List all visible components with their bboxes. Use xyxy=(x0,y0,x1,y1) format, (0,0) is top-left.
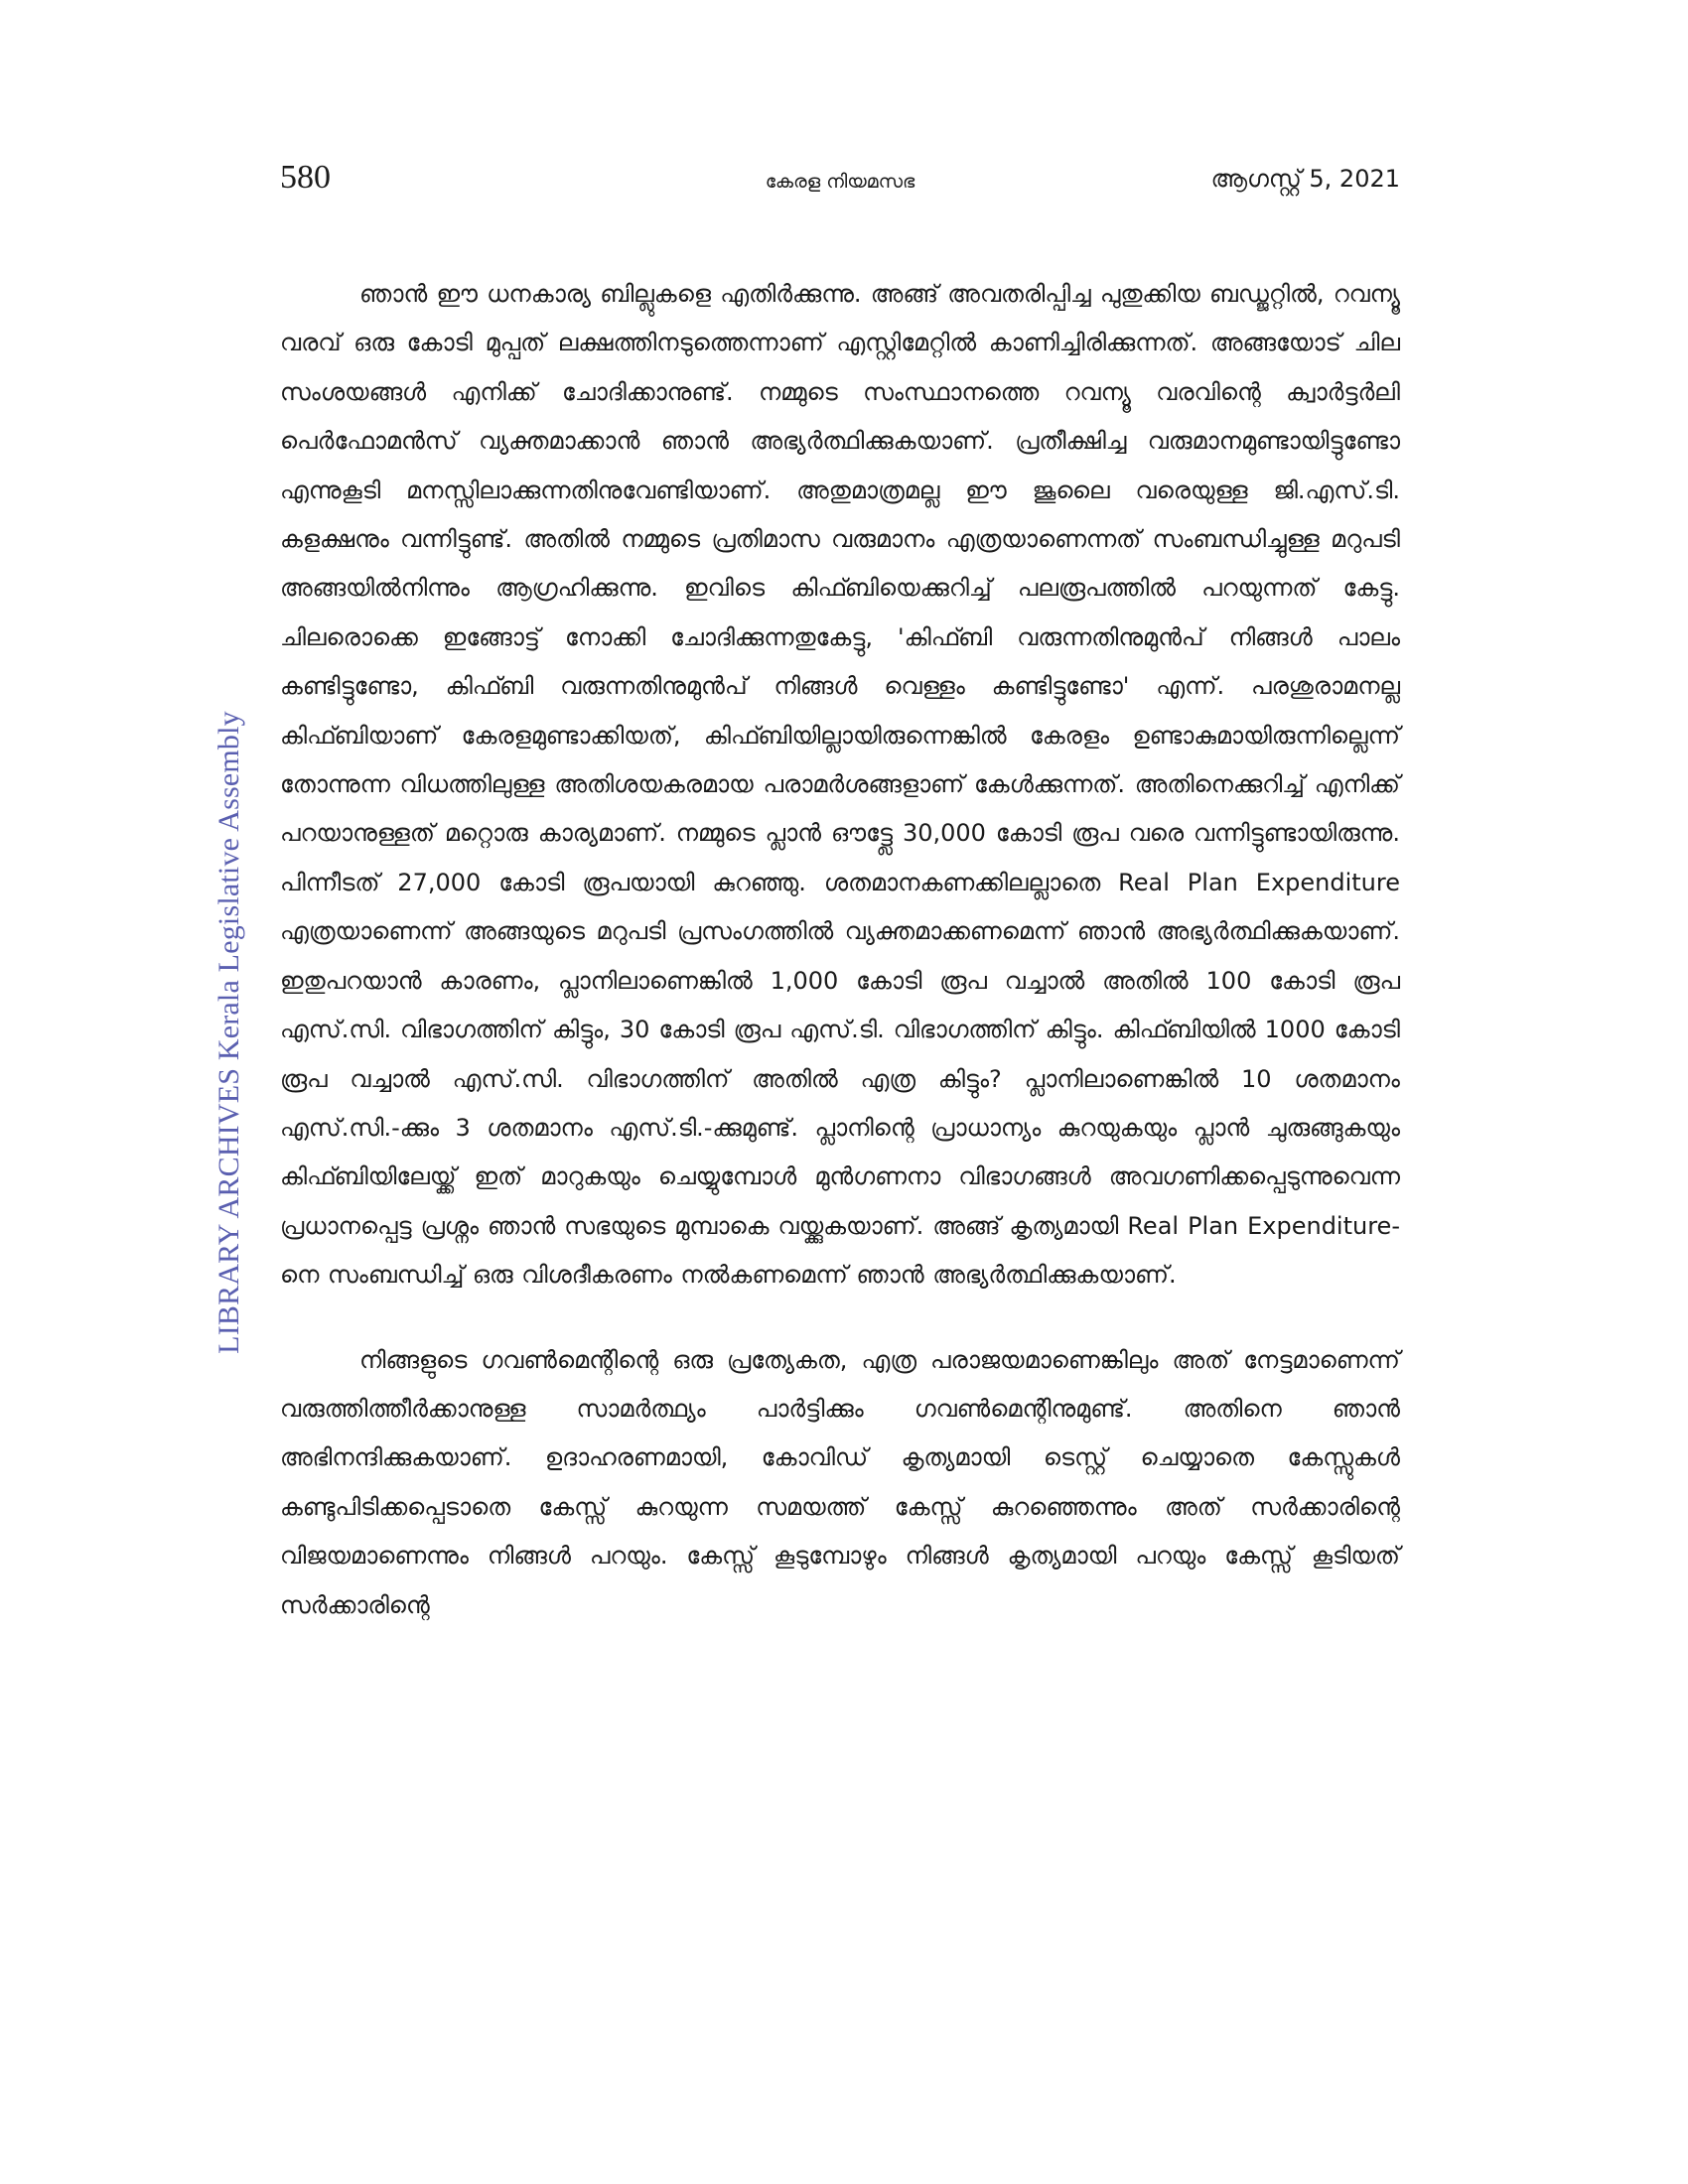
page-header xyxy=(280,159,1400,208)
watermark-text: LIBRARY ARCHIVES Kerala Legislative Assembly xyxy=(212,711,245,1354)
page-number: 580 xyxy=(280,159,331,196)
speech-body xyxy=(280,270,1400,1630)
paragraph-2: നിങ്ങളുടെ ഗവൺമെന്റിന്റെ ഒരു പ്രത്യേകത, എത്ര പരാജയമാണെങ്കിലും അത് നേട്ടമാണെന്ന് വരുത്തിത്തീർക്കാനുള്ള സാമർത്ഥ്യം പാർട്ടിക്കും ഗവൺമെന്റിനുമുണ്ട്. അതിനെ ഞാൻ അഭിനന്ദിക്കുകയാണ്. ഉദാഹരണമായി, കോവിഡ് കൃത്യമായി ടെസ്റ്റ് ചെയ്യാതെ കേസ്സുകൾ കണ്ടുപിടിക്കപ്പെടാതെ കേസ്സ് കുറയുന്ന സമയത്ത് കേസ്സ് കുറഞ്ഞെന്നും അത് സർക്കാരിന്റെ വിജയമാണെന്നും നിങ്ങൾ പറയും. കേസ്സ് കൂടുമ്പോഴും നിങ്ങൾ കൃത്യമായി പറയും കേസ്സ് കൂടിയത് സർക്കാരിന്റെ xyxy=(280,1345,1400,1619)
header-title: കേരള നിയമസഭ xyxy=(765,171,915,193)
header-date: ആഗസ്റ്റ് 5, 2021 xyxy=(1210,165,1400,193)
paragraph-1: ഞാൻ ഈ ധനകാര്യ ബില്ലുകളെ എതിർക്കുന്നു. അങ്ങ് അവതരിപ്പിച്ച പുതുക്കിയ ബഡ്ജറ്റിൽ, റവന്യൂ വരവ് ഒരു കോടി മുപ്പത് ലക്ഷത്തിനടുത്തെന്നാണ് എസ്റ്റിമേറ്റിൽ കാണിച്ചിരിക്കുന്നത്. അങ്ങയോട് ചില സംശയങ്ങൾ എനിക്ക് ചോദിക്കാനുണ്ട്. നമ്മുടെ സംസ്ഥാനത്തെ റവന്യൂ വരവിന്റെ ക്വാർട്ടർലി പെർഫോമൻസ് വ്യക്തമാക്കാൻ ഞാൻ അഭ്യർത്ഥിക്കുകയാണ്. പ്രതീക്ഷിച്ച വരുമാനമുണ്ടായിട്ടുണ്ടോ എന്നുകൂടി മനസ്സിലാക്കുന്നതിനുവേണ്ടിയാണ്. അതുമാത്രമല്ല ഈ ജൂലൈ വരെയുള്ള ജി.എസ്.ടി. കളക്ഷനും വന്നിട്ടുണ്ട്. അതിൽ നമ്മുടെ പ്രതിമാസ വരുമാനം എത്രയാണെന്നത് സംബന്ധിച്ചുള്ള മറുപടി അങ്ങയിൽനിന്നും ആഗ്രഹിക്കുന്നു. ഇവിടെ കിഫ്ബിയെക്കുറിച്ച് പലരൂപത്തിൽ പറയുന്നത് കേട്ടു. ചിലരൊക്കെ ഇങ്ങോട്ട് നോക്കി ചോദിക്കുന്നതുകേട്ടു, 'കിഫ്ബി വരുന്നതിനുമുൻപ് നിങ്ങൾ പാലം കണ്ടിട്ടുണ്ടോ, കിഫ്ബി വരുന്നതിനുമുൻപ് നിങ്ങൾ വെള്ളം കണ്ടിട്ടുണ്ടോ' എന്ന്. പരശുരാമനല്ല കിഫ്ബിയാണ് കേരളമുണ്ടാക്കിയത്, കിഫ്ബിയില്ലായിരുന്നെങ്കിൽ കേരളം ഉണ്ടാകുമായിരുന്നില്ലെന്ന് തോന്നുന്ന വിധത്തിലുള്ള അതിശയകരമായ പരാമർശങ്ങളാണ് കേൾക്കുന്നത്. അതിനെക്കുറിച്ച് എനിക്ക് പറയാനുള്ളത് മറ്റൊരു കാര്യമാണ്. നമ്മുടെ പ്ലാൻ ഔട്ട്ലേ 30,000 കോടി രൂപ വരെ വന്നിട്ടുണ്ടായിരുന്നു. പിന്നീടത് 27,000 കോടി രൂപയായി കുറഞ്ഞു. ശതമാനകണക്കിലല്ലാതെ Real Plan Expenditure എത്രയാണെന്ന് അങ്ങയുടെ മറുപടി പ്രസംഗത്തിൽ വ്യക്തമാക്കണമെന്ന് ഞാൻ അഭ്യർത്ഥിക്കുകയാണ്. ഇതുപറയാൻ കാരണം, പ്ലാനിലാണെങ്കിൽ 1,000 കോടി രൂപ വച്ചാൽ അതിൽ 100 കോടി രൂപ എസ്.സി. വിഭാഗത്തിന് കിട്ടും, 30 കോടി രൂപ എസ്.ടി. വിഭാഗത്തിന് കിട്ടും. കിഫ്ബിയിൽ 1000 കോടി രൂപ വച്ചാൽ എസ്.സി. വിഭാഗത്തിന് അതിൽ എത്ര കിട്ടും? പ്ലാനിലാണെങ്കിൽ 10 ശതമാനം എസ്.സി.-ക്കും 3 ശതമാനം എസ്.ടി.-ക്കുമുണ്ട്. പ്ലാനിന്റെ പ്രാധാന്യം കുറയുകയും പ്ലാൻ ചുരുങ്ങുകയും കിഫ്ബിയിലേയ്ക്ക് ഇത് മാറുകയും ചെയ്യുമ്പോൾ മുൻഗണനാ വിഭാഗങ്ങൾ അവഗണിക്കപ്പെടുന്നുവെന്ന പ്രധാനപ്പെട്ട പ്രശ്നം ഞാൻ സഭയുടെ മുമ്പാകെ വയ്ക്കുകയാണ്. അങ്ങ് കൃത്യമായി Real Plan Expenditure-നെ സംബന്ധിച്ച് ഒരു വിശദീകരണം നൽകണമെന്ന് ഞാൻ അഭ്യർത്ഥിക്കുകയാണ്. xyxy=(280,280,1400,1290)
